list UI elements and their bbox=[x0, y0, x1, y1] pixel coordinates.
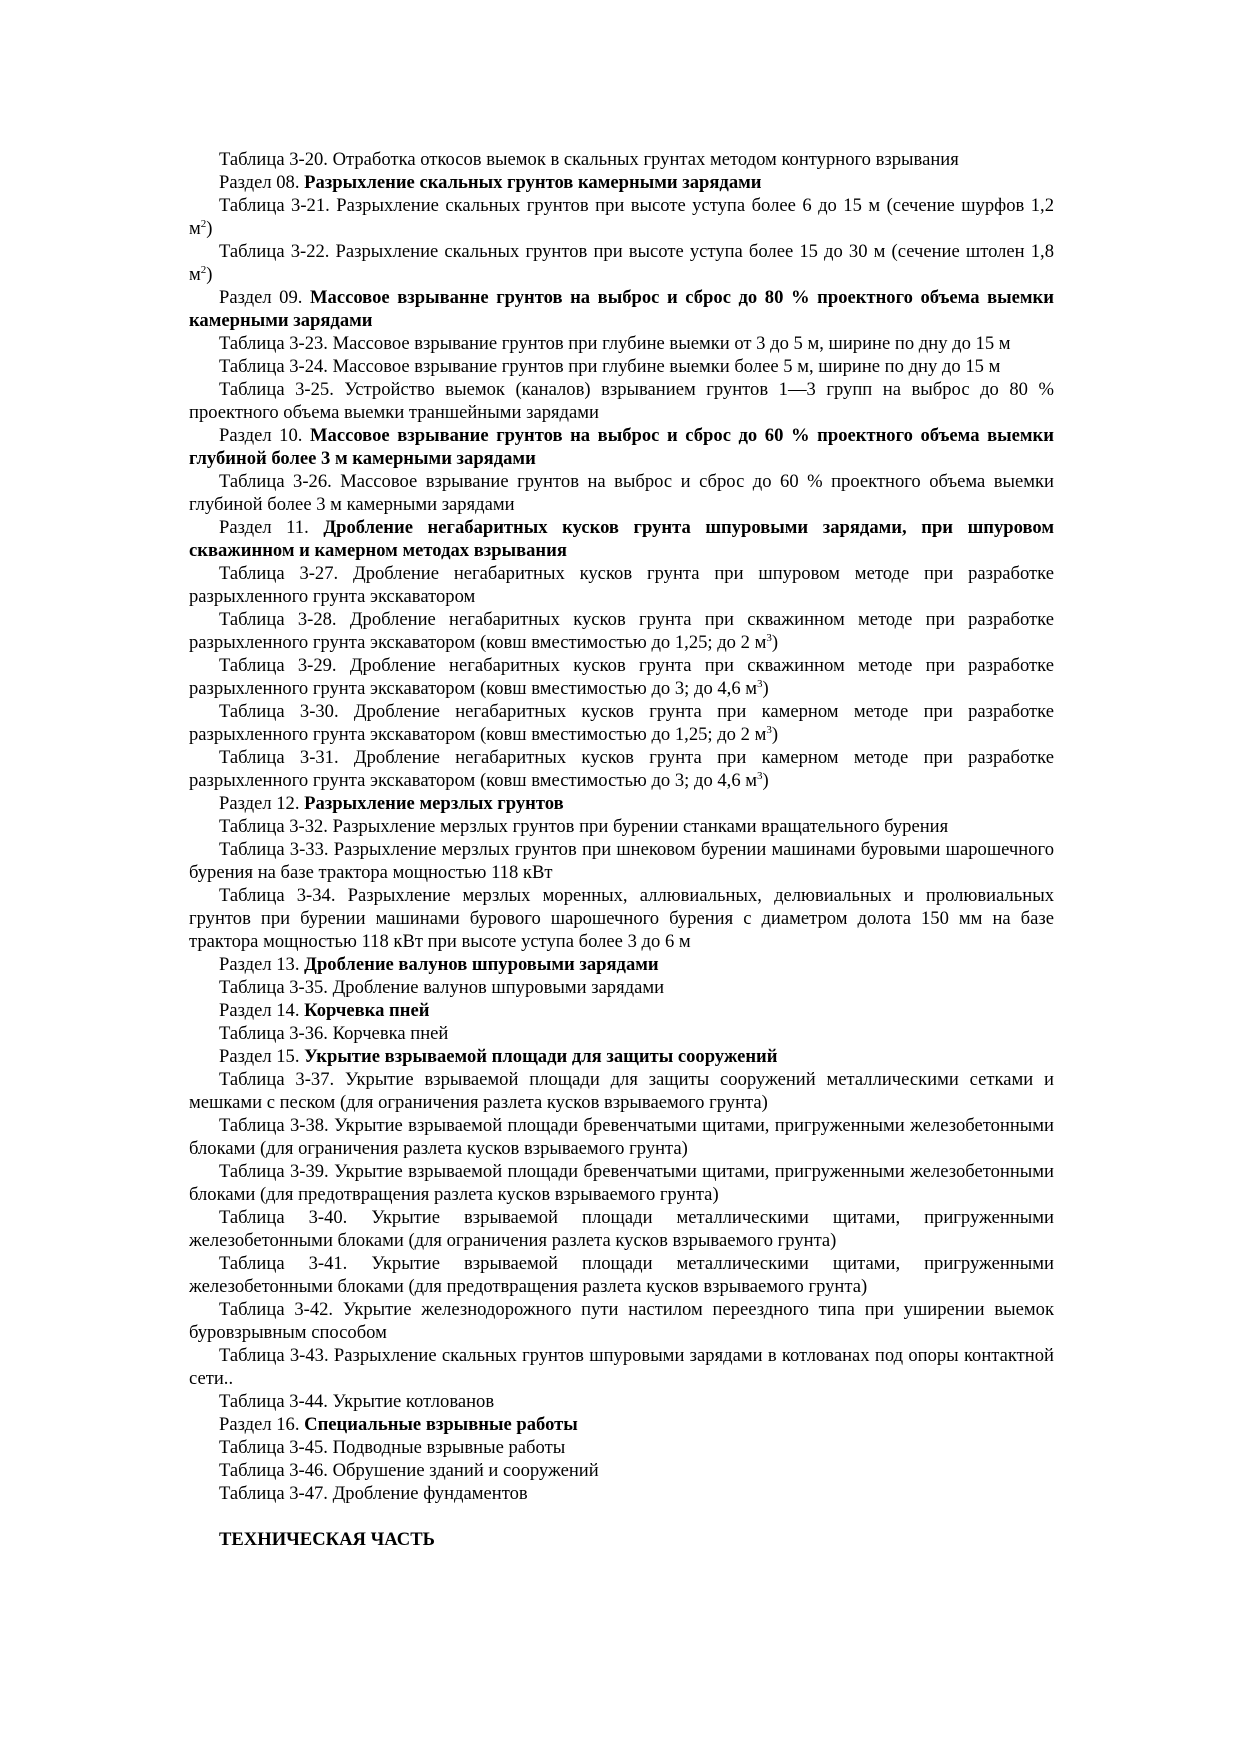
section-entry bbox=[189, 792, 1054, 815]
section-entry bbox=[189, 171, 1054, 194]
section-title: Укрытие взрываемой площади для защиты сооружений bbox=[304, 1046, 778, 1067]
table-entry bbox=[189, 194, 1054, 240]
section-number: Раздел 12. bbox=[219, 793, 300, 814]
table-entry-text: Таблица 3-40. Укрытие взрываемой площади металлическими щитами, пригруженными железобетонными блоками (для ограничения разлета кусков взрываемого грунта) bbox=[189, 1207, 1054, 1251]
table-entry bbox=[189, 1436, 1054, 1459]
table-entry-text: Таблица 3-35. Дробление валунов шпуровыми зарядами bbox=[219, 977, 665, 998]
table-entry-text: Таблица 3-20. Отработка откосов выемок в скальных грунтах методом контурного взрывания bbox=[219, 149, 959, 170]
entry-list bbox=[189, 148, 1054, 1505]
section-title: Разрыхление мерзлых грунтов bbox=[304, 793, 564, 814]
table-entry-text: Таблица 3-28. Дробление негабаритных кусков грунта при скважинном методе при разработке разрыхленного грунта экскаватором (ковш вместимостью до 1,25; до 2 м bbox=[189, 609, 1054, 653]
table-entry bbox=[189, 332, 1054, 355]
table-entry bbox=[189, 1252, 1054, 1298]
table-entry-text: Таблица 3-47. Дробление фундаментов bbox=[219, 1483, 528, 1504]
closing-paren: ) bbox=[771, 632, 779, 653]
table-entry-text: Таблица 3-25. Устройство выемок (каналов) взрыванием грунтов 1—3 групп на выброс до 80 % проектного объема выемки траншейными зарядами bbox=[189, 379, 1054, 423]
table-entry-text: Таблица 3-37. Укрытие взрываемой площади для защиты сооружений металлическими сетками и мешками с песком (для ограничения разлета кусков взрываемого грунта) bbox=[189, 1069, 1054, 1113]
closing-paren: ) bbox=[762, 678, 769, 699]
section-number: Раздел 08. bbox=[219, 172, 300, 193]
table-entry-text: Таблица 3-43. Разрыхление скальных грунтов шпуровыми зарядами в котлованах под опоры контактной сети.. bbox=[189, 1345, 1054, 1389]
table-entry bbox=[189, 148, 1054, 171]
section-number: Раздел 10. bbox=[219, 425, 303, 446]
table-entry-text: Таблица 3-45. Подводные взрывные работы bbox=[219, 1437, 566, 1458]
table-entry-text: Таблица 3-42. Укрытие железнодорожного пути настилом переездного типа при уширении выемок буровзрывным способом bbox=[189, 1299, 1054, 1343]
section-entry bbox=[189, 953, 1054, 976]
table-entry bbox=[189, 884, 1054, 953]
table-entry bbox=[189, 700, 1054, 746]
table-entry bbox=[189, 378, 1054, 424]
table-entry-text: Таблица 3-30. Дробление негабаритных кусков грунта при камерном методе при разработке разрыхленного грунта экскаватором (ковш вместимостью до 1,25; до 2 м bbox=[189, 701, 1054, 745]
table-entry-text: Таблица 3-41. Укрытие взрываемой площади металлическими щитами, пригруженными железобетонными блоками (для предотвращения разлета кусков взрываемого грунта) bbox=[189, 1253, 1054, 1297]
table-entry-text: Таблица 3-32. Разрыхление мерзлых грунтов при бурении станками вращательного бурения bbox=[219, 816, 949, 837]
section-number: Раздел 16. bbox=[219, 1414, 300, 1435]
table-entry bbox=[189, 608, 1054, 654]
closing-paren: ) bbox=[206, 264, 213, 285]
table-entry-text: Таблица 3-21. Разрыхление скальных грунтов при высоте уступа более 6 до 15 м (сечение шурфов 1,2 м bbox=[189, 195, 1054, 239]
section-title: Специальные взрывные работы bbox=[304, 1414, 578, 1435]
closing-paren: ) bbox=[206, 218, 213, 239]
section-entry bbox=[189, 1413, 1054, 1436]
table-entry bbox=[189, 654, 1054, 700]
unit-exponent: 3 bbox=[757, 770, 763, 782]
table-entry bbox=[189, 1390, 1054, 1413]
closing-paren: ) bbox=[771, 724, 779, 745]
spacer bbox=[189, 1505, 1054, 1528]
table-entry-text: Таблица 3-36. Корчевка пней bbox=[219, 1023, 449, 1044]
section-entry bbox=[189, 286, 1054, 332]
table-entry bbox=[189, 1022, 1054, 1045]
section-entry bbox=[189, 516, 1054, 562]
section-entry bbox=[189, 999, 1054, 1022]
unit-exponent: 2 bbox=[200, 264, 207, 276]
table-entry-text: Таблица 3-22. Разрыхление скальных грунтов при высоте уступа более 15 до 30 м (сечение штолен 1,8 м bbox=[189, 241, 1054, 285]
table-entry bbox=[189, 746, 1054, 792]
section-title: Дробление негабаритных кусков грунта шпуровыми зарядами, при шпуровом скважинном и камерном методах взрывания bbox=[189, 517, 1054, 561]
table-entry-text: Таблица 3-46. Обрушение зданий и сооружений bbox=[219, 1460, 599, 1481]
table-entry bbox=[189, 355, 1054, 378]
section-entry bbox=[189, 1045, 1054, 1068]
table-entry bbox=[189, 1206, 1054, 1252]
table-entry-text: Таблица 3-29. Дробление негабаритных кусков грунта при скважинном методе при разработке разрыхленного грунта экскаватором (ковш вместимостью до 3; до 4,6 м bbox=[189, 655, 1054, 699]
unit-exponent: 2 bbox=[200, 218, 207, 230]
unit-exponent: 3 bbox=[766, 724, 772, 736]
section-title: Массовое взрывание грунтов на выброс и сброс до 60 % проектного объема выемки глубиной более 3 м камерными зарядами bbox=[189, 425, 1054, 469]
section-number: Раздел 11. bbox=[219, 517, 309, 538]
table-entry bbox=[189, 976, 1054, 999]
section-number: Раздел 14. bbox=[219, 1000, 300, 1021]
section-number: Раздел 09. bbox=[219, 287, 303, 308]
table-entry bbox=[189, 1114, 1054, 1160]
section-title: Корчевка пней bbox=[304, 1000, 430, 1021]
document-body bbox=[189, 148, 1054, 1551]
table-entry bbox=[189, 815, 1054, 838]
table-entry bbox=[189, 240, 1054, 286]
table-entry-text: Таблица 3-24. Массовое взрывание грунтов при глубине выемки более 5 м, ширине по дну до 15 м bbox=[219, 356, 1001, 377]
table-entry-text: Таблица 3-33. Разрыхление мерзлых грунтов при шнековом бурении машинами буровыми шарошечного бурения на базе трактора мощностью 118 кВт bbox=[189, 839, 1054, 883]
section-number: Раздел 15. bbox=[219, 1046, 300, 1067]
table-entry bbox=[189, 1160, 1054, 1206]
table-entry-text: Таблица 3-27. Дробление негабаритных кусков грунта при шпуровом методе при разработке разрыхленного грунта экскаватором bbox=[189, 563, 1054, 607]
unit-exponent: 3 bbox=[757, 678, 763, 690]
section-title: Массовое взрыванне грунтов на выброс и сброс до 80 % проектного объема выемки камерными зарядами bbox=[189, 287, 1054, 331]
table-entry bbox=[189, 1482, 1054, 1505]
section-title: Разрыхление скальных грунтов камерными зарядами bbox=[304, 172, 762, 193]
table-entry-text: Таблица 3-34. Разрыхление мерзлых моренных, аллювиальных, делювиальных и пролювиальных грунтов при бурении машинами бурового шарошечного бурения с диаметром долота 150 мм на базе трактора мощностью 118 кВт при высоте уступа более 3 до 6 м bbox=[189, 885, 1054, 952]
table-entry-text: Таблица 3-38. Укрытие взрываемой площади бревенчатыми щитами, пригруженными железобетонными блоками (для ограничения разлета кусков взрываемого грунта) bbox=[189, 1115, 1054, 1159]
table-entry bbox=[189, 562, 1054, 608]
table-entry-text: Таблица 3-31. Дробление негабаритных кусков грунта при камерном методе при разработке разрыхленного грунта экскаватором (ковш вместимостью до 3; до 4,6 м bbox=[189, 747, 1054, 791]
table-entry bbox=[189, 1068, 1054, 1114]
table-entry-text: Таблица 3-26. Массовое взрывание грунтов на выброс и сброс до 60 % проектного объема выемки глубиной более 3 м камерными зарядами bbox=[189, 471, 1054, 515]
section-entry bbox=[189, 424, 1054, 470]
technical-part-heading: ТЕХНИЧЕСКАЯ ЧАСТЬ bbox=[219, 1529, 435, 1550]
table-entry bbox=[189, 470, 1054, 516]
table-entry-text: Таблица 3-39. Укрытие взрываемой площади бревенчатыми щитами, пригруженными железобетонными блоками (для предотвращения разлета кусков взрываемого грунта) bbox=[189, 1161, 1054, 1205]
table-entry bbox=[189, 838, 1054, 884]
unit-exponent: 3 bbox=[766, 632, 772, 644]
table-entry bbox=[189, 1459, 1054, 1482]
section-title: Дробление валунов шпуровыми зарядами bbox=[304, 954, 659, 975]
table-entry bbox=[189, 1344, 1054, 1390]
section-number: Раздел 13. bbox=[219, 954, 300, 975]
table-entry bbox=[189, 1298, 1054, 1344]
table-entry-text: Таблица 3-44. Укрытие котлованов bbox=[219, 1391, 495, 1412]
table-entry-text: Таблица 3-23. Массовое взрывание грунтов при глубине выемки от 3 до 5 м, ширине по дну до 15 м bbox=[219, 333, 1011, 354]
closing-paren: ) bbox=[762, 770, 769, 791]
